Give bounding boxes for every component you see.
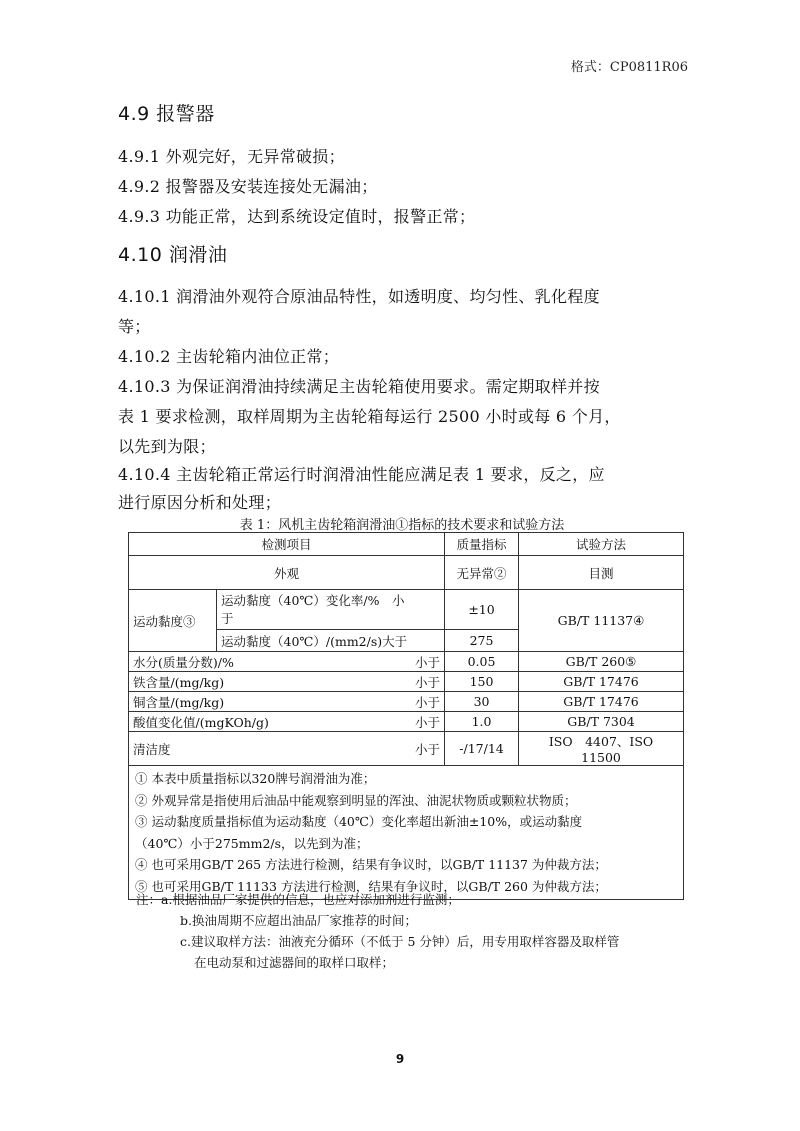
- footnote-c-line1: c.建议取样方法：油液充分循环（不低于 5 分钟）后，用专用取样容器及取样管: [180, 934, 620, 949]
- item-4-9-3: 4.9.3 功能正常，达到系统设定值时，报警正常；: [118, 207, 476, 226]
- item-4-10-4-line1: 4.10.4 主齿轮箱正常运行时润滑油性能应满足表 1 要求，反之，应: [118, 465, 605, 484]
- viscosity-change-rate: [217, 590, 445, 630]
- row-method: GB/T 7304: [519, 712, 684, 732]
- row-item: 酸值变化值/(mgKOh/g) 小于: [129, 712, 445, 732]
- note-4: ④ 也可采用GB/T 265 方法进行检测，结果有争议时，以GB/T 11137 为仲裁方法；: [135, 857, 607, 872]
- header-quality: 质量指标: [445, 533, 519, 556]
- note-3: ③ 运动黏度质量指标值为运动黏度（40℃）变化率超出新油±10%，或运动黏度: [135, 814, 583, 829]
- item-4-10-3-line2: 表 1 要求检测，取样周期为主齿轮箱每运行 2500 小时或每 6 个月，: [118, 407, 621, 426]
- item-4-9-1: 4.9.1 外观完好，无异常破损；: [118, 147, 345, 166]
- table-notes: [129, 766, 684, 900]
- item-4-10-1-line2: 等；: [118, 317, 151, 336]
- note-1: ① 本表中质量指标以320牌号润滑油为准；: [135, 771, 376, 786]
- footnote-b: b.换油周期不应超出油品厂家推荐的时间；: [180, 913, 417, 928]
- table-header-row: [129, 533, 684, 556]
- note-5: ⑤ 也可采用GB/T 11133 方法进行检测，结果有争议时，以GB/T 260 为仲裁方法；: [135, 878, 607, 894]
- table-row: [129, 652, 684, 672]
- row-quality: 30: [445, 692, 519, 712]
- item-4-10-2: 4.10.2 主齿轮箱内油位正常；: [118, 347, 340, 366]
- header-method: 试验方法: [519, 533, 684, 556]
- footnote-c-line2: 在电动泵和过滤器间的取样口取样；: [194, 955, 395, 970]
- viscosity-value-quality: 275: [445, 630, 519, 652]
- viscosity-method: GB/T 11137④: [519, 590, 684, 652]
- table-row: [129, 712, 684, 732]
- table-caption: 表 1：风机主齿轮箱润滑油①指标的技术要求和试验方法: [239, 518, 565, 533]
- item-4-10-3-line3: 以先到为限；: [118, 437, 216, 456]
- note-2: ② 外观异常是指使用后油品中能观察到明显的浑浊、油泥状物质或颗粒状物质；: [135, 792, 577, 808]
- item-4-10-4-line2: 进行原因分析和处理；: [118, 493, 282, 512]
- viscosity-group: 运动黏度③: [129, 590, 217, 652]
- row-method: GB/T 17476: [519, 692, 684, 712]
- spec-table: [128, 532, 684, 900]
- row-method: GB/T 260⑤: [519, 652, 684, 672]
- table-row: [129, 732, 684, 766]
- item-4-10-3-line1: 4.10.3 为保证润滑油持续满足主齿轮箱使用要求。需定期取样并按: [118, 377, 600, 396]
- viscosity-change-quality: ±10: [445, 590, 519, 630]
- viscosity-value: 运动黏度（40℃）/(mm2/s)大于: [217, 630, 445, 652]
- viscosity-change-rate-line2: 于: [221, 610, 234, 626]
- table-row: [129, 692, 684, 712]
- appearance-item: 外观: [129, 556, 445, 590]
- viscosity-change-rate-line1: 运动黏度（40℃）变化率/% 小: [221, 592, 405, 608]
- row-method: GB/T 17476: [519, 672, 684, 692]
- row-item: 水分(质量分数)/% 小于: [129, 652, 445, 672]
- row-quality: 1.0: [445, 712, 519, 732]
- section-4-10-title: 4.10 润滑油: [118, 244, 228, 266]
- section-4-9-title: 4.9 报警器: [118, 103, 215, 125]
- footnote-a: 注：a.根据油品厂家提供的信息，也应对添加剂进行监测；: [136, 892, 460, 907]
- table-row: [129, 590, 684, 630]
- format-code: 格式：CP0811R06: [570, 60, 688, 75]
- table-row: [129, 556, 684, 590]
- row-item: 铜含量/(mg/kg) 小于: [129, 692, 445, 712]
- appearance-quality: 无异常②: [445, 556, 519, 590]
- table-notes-row: [129, 766, 684, 900]
- note-3-cont: （40℃）小于275mm2/s，以先到为准；: [135, 835, 369, 851]
- row-quality: -/17/14: [445, 732, 519, 766]
- row-method: ISO 4407、ISO 11500: [519, 732, 684, 766]
- header-item: 检测项目: [129, 533, 445, 556]
- table-row: [129, 672, 684, 692]
- footnotes: [136, 889, 684, 973]
- row-quality: 0.05: [445, 652, 519, 672]
- row-item: 铁含量/(mg/kg) 小于: [129, 672, 445, 692]
- appearance-method: 目测: [519, 556, 684, 590]
- item-4-10-1-line1: 4.10.1 润滑油外观符合原油品特性，如透明度、均匀性、乳化程度: [118, 287, 600, 306]
- row-quality: 150: [445, 672, 519, 692]
- page-number: 9: [395, 1052, 405, 1066]
- item-4-9-2: 4.9.2 报警器及安装连接处无漏油；: [118, 177, 378, 196]
- row-item: 清洁度 小于: [129, 732, 445, 766]
